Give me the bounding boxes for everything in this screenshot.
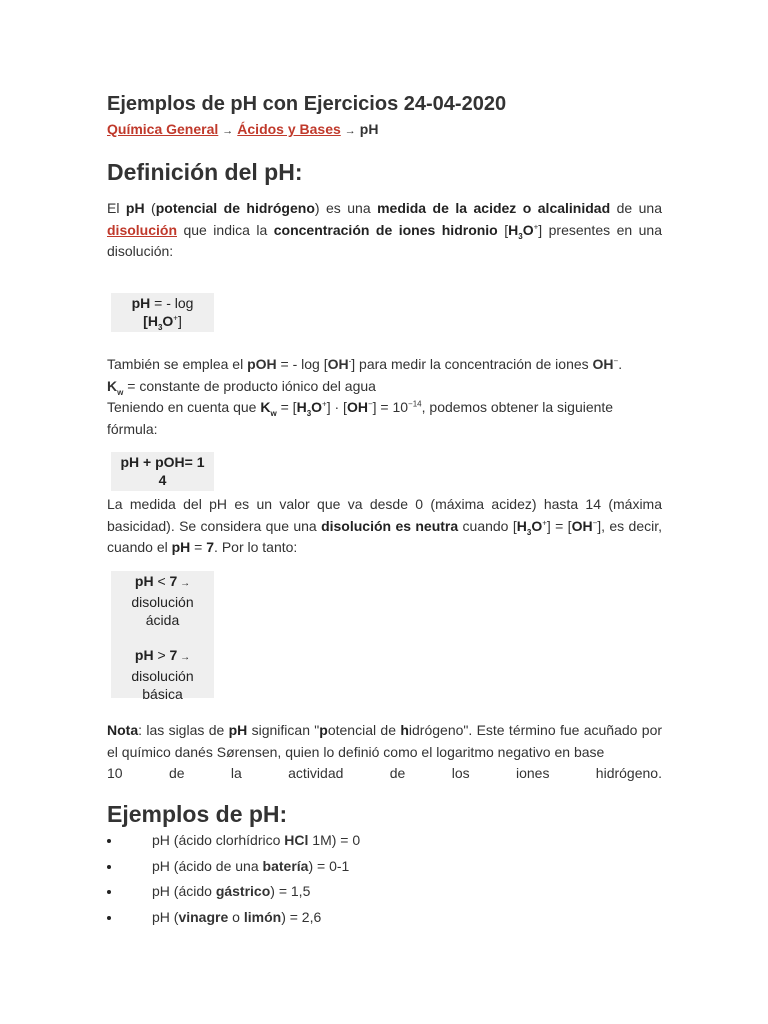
bullet-icon — [107, 839, 111, 843]
text: Teniendo en cuenta que — [107, 399, 261, 415]
link-disolucion[interactable]: disolución — [107, 221, 177, 238]
text: que indica la — [177, 221, 274, 238]
superscript: - — [348, 356, 352, 366]
text: pH (ácido de una — [152, 857, 263, 874]
breadcrumb-arrow-2: → — [344, 125, 356, 137]
poh-line — [107, 354, 662, 376]
formula-acid-basic-box — [111, 571, 214, 702]
text: , podemos obtener la siguiente fórmula: — [107, 399, 614, 437]
list-item — [107, 832, 360, 858]
text: : las siglas de — [138, 722, 229, 738]
text: ] — [177, 313, 182, 329]
text: otencial de — [327, 722, 401, 738]
nota-paragraph — [107, 720, 662, 763]
bullet-icon — [107, 890, 111, 894]
bold-text: H — [516, 517, 527, 534]
text: ] · [ — [326, 399, 347, 415]
subscript: 3 — [518, 231, 523, 241]
word: de — [168, 765, 185, 781]
arrow: → — [177, 578, 191, 589]
bold-text: OH — [327, 356, 349, 372]
bold-text: p — [319, 722, 328, 738]
superscript: + — [173, 313, 178, 323]
arrow: → — [177, 652, 191, 663]
list-item — [107, 909, 360, 935]
bold-text: h — [400, 722, 409, 738]
text: . — [618, 356, 623, 372]
text: El — [107, 200, 126, 216]
bold-text: pH — [134, 573, 154, 589]
bold-text: OH — [592, 356, 614, 372]
word: de — [389, 765, 406, 781]
text: ] = [ — [546, 517, 572, 534]
bold-text: pOH — [247, 356, 277, 372]
text: = [ — [276, 399, 297, 415]
formula-line-2 — [111, 312, 214, 330]
bold-text: gástrico — [215, 883, 271, 899]
bold-text: O — [162, 313, 174, 329]
bold-text: 7 — [169, 573, 178, 589]
text: ) es una — [314, 200, 378, 216]
bold-text: batería — [262, 857, 309, 874]
bold-text: 7 — [169, 647, 178, 663]
bold-text: Nota — [107, 722, 139, 738]
superscript: − — [613, 356, 619, 366]
breadcrumb-link-quimica-general[interactable]: Química General — [107, 121, 219, 137]
text: ) = 0-1 — [308, 857, 350, 874]
teniendo-paragraph — [107, 397, 662, 440]
bold-text: pH — [125, 200, 145, 216]
bold-text: H — [296, 399, 307, 415]
section-heading-ejemplos: Ejemplos de pH: — [107, 801, 288, 827]
text: ) = 2,6 — [281, 908, 322, 925]
word: la — [230, 765, 242, 781]
text: = — [190, 539, 207, 555]
word: actividad — [288, 765, 344, 781]
text: cuando [ — [458, 517, 517, 534]
word: 10 — [107, 765, 123, 781]
bold-text: H — [508, 221, 519, 238]
bold-text: limón — [243, 908, 282, 925]
formula-ph-box — [111, 293, 214, 332]
page-title: Ejemplos de pH con Ejercicios 24-04-2020 — [107, 93, 507, 115]
superscript: + — [533, 221, 539, 231]
text: 1M) = 0 — [308, 832, 361, 848]
text: También se emplea el — [107, 356, 248, 372]
nota-last-line — [107, 765, 662, 781]
text: pH ( — [152, 908, 179, 925]
bold-text: potencial de hidrógeno — [155, 200, 315, 216]
text: significan " — [247, 722, 320, 738]
superscript: −14 — [408, 399, 422, 409]
breadcrumb-link-acidos-bases[interactable]: Ácidos y Bases — [237, 121, 341, 137]
bold-text: pH — [134, 647, 154, 663]
examples-list — [107, 832, 360, 934]
bold-text: medida de la acidez o alcalinidad — [377, 200, 611, 216]
text: = constante de producto iónico del agua — [123, 378, 376, 394]
text: [ — [497, 221, 509, 238]
word: iones — [515, 765, 550, 781]
text: < — [153, 573, 170, 589]
list-item — [107, 858, 360, 884]
bullet-icon — [107, 916, 111, 920]
basic-condition — [111, 646, 214, 667]
medida-paragraph — [107, 494, 662, 559]
formula-line-2: 4 — [158, 472, 167, 488]
bold-text: OH — [346, 399, 368, 415]
acid-condition — [111, 572, 214, 593]
text: . Por lo tanto: — [214, 539, 298, 555]
bold-text: disolución es neutra — [321, 517, 459, 534]
bold-text: concentración de iones hidronio — [273, 221, 498, 238]
superscript: − — [592, 517, 598, 527]
bold-text: pH — [131, 295, 151, 311]
text: > — [153, 647, 170, 663]
superscript: + — [542, 517, 547, 527]
text: ] para medir la concentración de iones — [351, 356, 593, 372]
bold-text: 7 — [206, 539, 215, 555]
subscript: w — [270, 408, 277, 418]
superscript: − — [367, 399, 373, 409]
text: pH (ácido — [152, 883, 216, 899]
bold-text: O — [311, 399, 323, 415]
list-item — [107, 883, 360, 909]
bold-text: HCl — [284, 832, 309, 848]
text: de una — [610, 200, 662, 216]
text: ] presentes en una disolución: — [107, 221, 662, 259]
subscript: 3 — [157, 322, 163, 332]
formula-line-1 — [111, 294, 214, 312]
formula-line-1: pH + pOH= 1 — [120, 454, 205, 470]
text: ( — [144, 200, 156, 216]
bold-text: O — [522, 221, 534, 238]
section-heading-definicion: Definición del pH: — [107, 159, 303, 185]
intro-paragraph — [107, 198, 662, 263]
text: = - log — [150, 295, 194, 311]
text: pH (ácido clorhídrico — [152, 832, 285, 848]
basic-line-3: básica — [142, 686, 183, 702]
bold-text: K — [107, 378, 118, 394]
bold-text: [H — [143, 313, 158, 329]
text: = - log [ — [276, 356, 328, 372]
breadcrumb-arrow-1: → — [222, 125, 234, 137]
bold-text: vinagre — [178, 908, 229, 925]
text: ], es decir, cuando el — [107, 517, 662, 555]
bold-text: O — [531, 517, 543, 534]
bold-text: pH — [228, 722, 248, 738]
text: ) = 1,5 — [270, 883, 311, 899]
word: hidrógeno. — [595, 765, 662, 781]
bold-text: K — [260, 399, 271, 415]
text: La medida del pH es un valor que va desde 0 (máxima acidez) hasta 14 (máxima basicidad). Se considera que una — [107, 496, 662, 534]
bold-text: pH — [171, 539, 191, 555]
text: idrógeno". Este término fue acuñado por el químico danés Sørensen, quien lo definió como el logaritmo negativo en base — [107, 722, 663, 760]
kw-line — [107, 376, 662, 398]
subscript: 3 — [526, 527, 532, 537]
breadcrumb-current: pH — [359, 121, 379, 137]
bold-text: OH — [571, 517, 593, 534]
acid-line-2: disolución — [131, 594, 194, 610]
formula-ph-poh-box — [111, 452, 214, 491]
subscript: 3 — [306, 408, 312, 418]
text: o — [228, 908, 244, 925]
text: ] = 10 — [372, 399, 409, 415]
acid-line-3: ácida — [145, 612, 180, 628]
subscript: w — [117, 387, 124, 397]
breadcrumb — [107, 121, 378, 137]
word: los — [451, 765, 470, 781]
basic-line-2: disolución — [131, 668, 194, 684]
bullet-icon — [107, 865, 111, 869]
superscript: + — [322, 399, 327, 409]
